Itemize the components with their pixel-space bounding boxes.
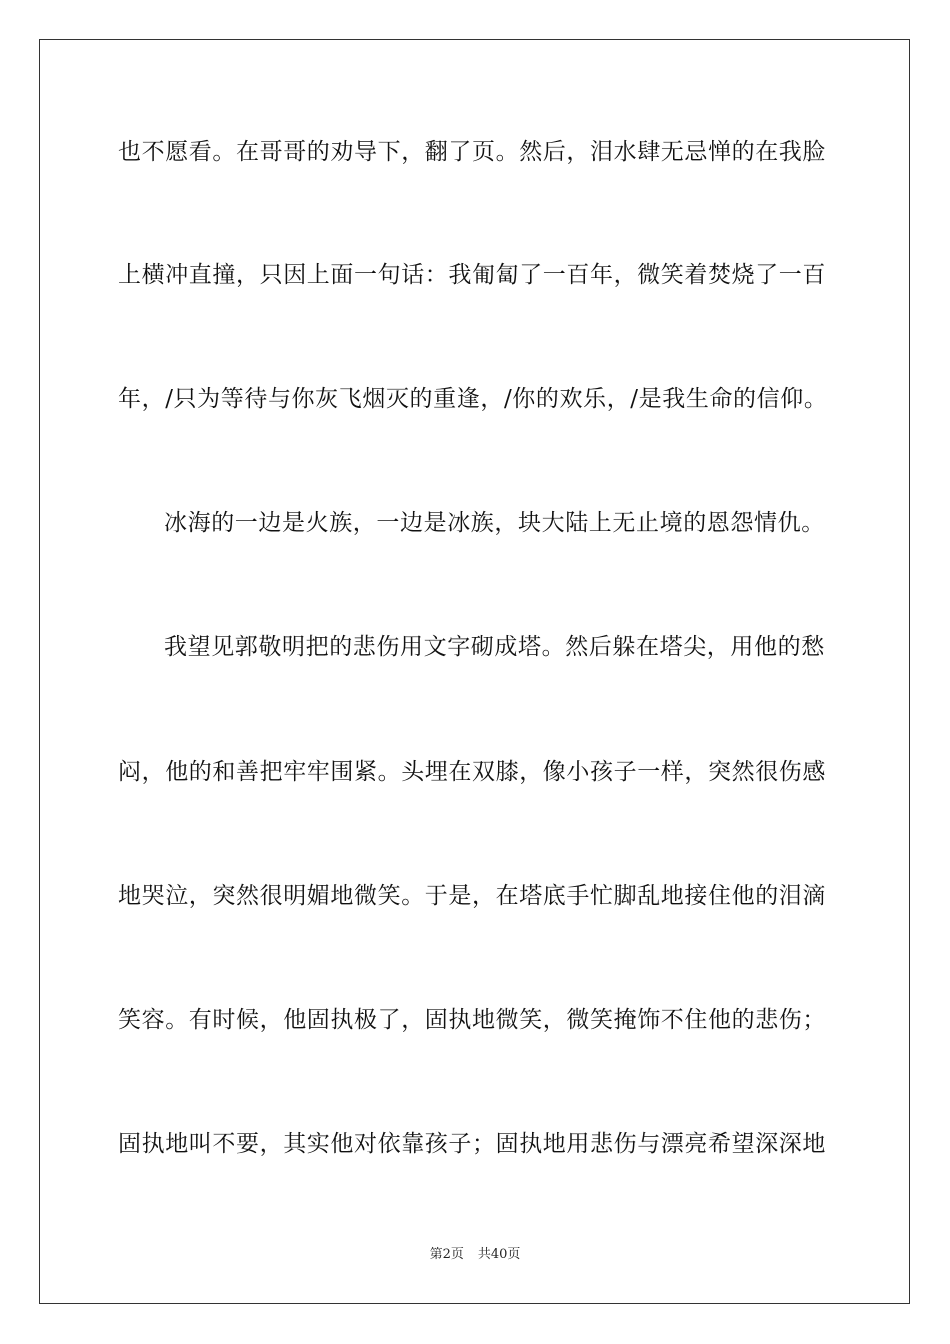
body-line-7: 地哭泣，突然很明媚地微笑。于是，在塔底手忙脚乱地接住他的泪滴 bbox=[118, 883, 826, 909]
page-footer bbox=[0, 1246, 950, 1264]
body-line-4: 冰海的一边是火族，一边是冰族，块大陆上无止境的恩怨情仇。 bbox=[164, 510, 825, 536]
page-total: 共40页 bbox=[477, 1247, 521, 1262]
body-line-2: 上横冲直撞，只因上面一句话：我匍匐了一百年，微笑着焚烧了一百 bbox=[118, 262, 826, 288]
body-line-5: 我望见郭敬明把的悲伤用文字砌成塔。然后躲在塔尖，用他的愁 bbox=[164, 634, 825, 660]
page-number: 第2页 bbox=[429, 1247, 464, 1262]
body-line-6: 闷，他的和善把牢牢围紧。头埋在双膝，像小孩子一样，突然很伤感 bbox=[118, 759, 826, 785]
body-line-8: 笑容。有时候，他固执极了，固执地微笑，微笑掩饰不住他的悲伤； bbox=[118, 1007, 826, 1033]
body-line-1: 也不愿看。在哥哥的劝导下，翻了页。然后，泪水肆无忌惮的在我脸 bbox=[118, 139, 826, 165]
body-line-9: 固执地叫不要，其实他对依靠孩子；固执地用悲伤与漂亮希望深深地 bbox=[118, 1131, 826, 1157]
body-line-3: 年，/只为等待与你灰飞烟灭的重逢，/你的欢乐，/是我生命的信仰。 bbox=[118, 386, 828, 412]
page-border bbox=[39, 39, 910, 1304]
